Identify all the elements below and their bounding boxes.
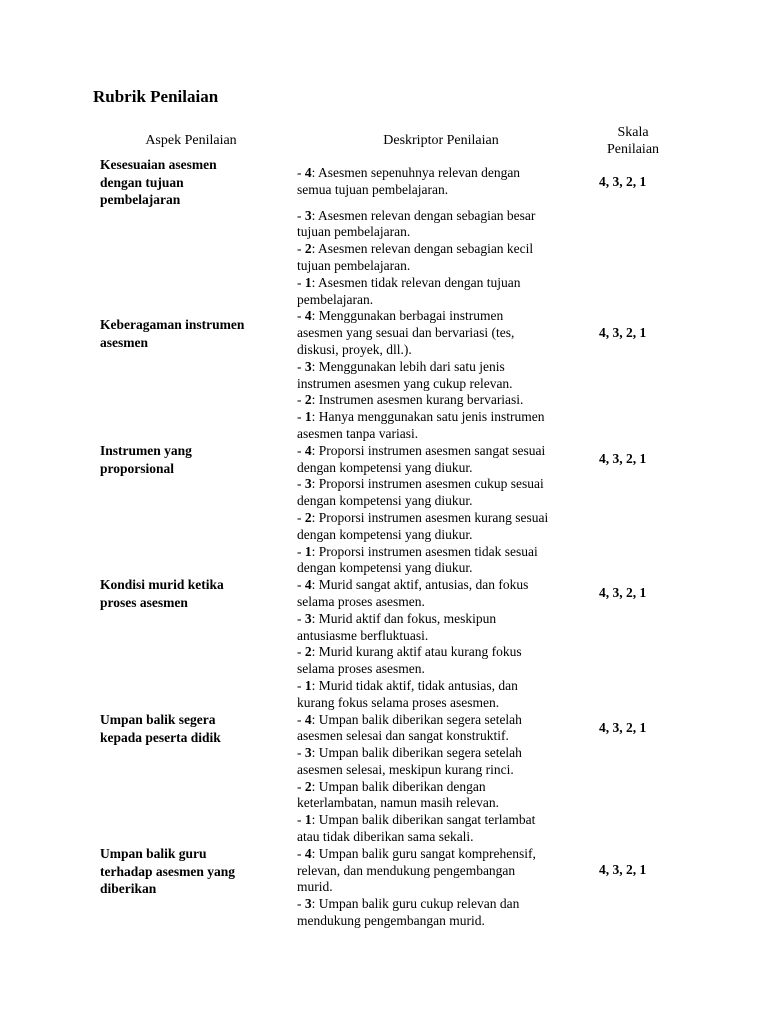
aspect-line: proporsional <box>100 460 175 476</box>
aspect-line: Umpan balik segera <box>100 712 216 727</box>
descriptor-text: diskusi, proyek, dll.). <box>297 341 412 357</box>
descriptor-dash: - <box>297 644 305 660</box>
descriptor-line <box>297 812 589 829</box>
descriptor-line <box>297 896 589 913</box>
header-skala-line1: Skala <box>617 125 649 140</box>
descriptor-line <box>297 359 589 376</box>
descriptor-text: : Proporsi instrumen asesmen tidak sesuai <box>311 543 538 559</box>
descriptor-score: 4 <box>304 308 312 324</box>
descriptor-dash: - <box>297 677 305 693</box>
descriptor-item <box>297 165 589 199</box>
descriptor-text: dengan kompetensi yang diukur. <box>297 560 473 576</box>
descriptor-score: 2 <box>304 509 312 525</box>
aspect-cell <box>100 156 285 209</box>
descriptor-item <box>297 577 589 611</box>
aspect-cell <box>100 576 285 611</box>
descriptor-line <box>297 392 589 409</box>
descriptor-dash: - <box>297 392 305 408</box>
scale-value: 4, 3, 2, 1 <box>599 325 647 340</box>
descriptor-dash: - <box>297 509 305 525</box>
descriptor-line <box>297 745 589 762</box>
descriptor-dash: - <box>297 409 305 425</box>
descriptor-item <box>297 846 589 896</box>
descriptor-item <box>297 510 589 544</box>
descriptor-text: asesmen selesai dan sangat konstruktif. <box>297 728 509 744</box>
descriptor-text: asesmen selesai, meskipun kurang rinci. <box>297 761 514 777</box>
descriptor-dash: - <box>297 241 305 257</box>
descriptor-score: 2 <box>304 778 312 794</box>
descriptor-item <box>297 896 589 930</box>
descriptor-line <box>297 795 589 812</box>
descriptor-dash: - <box>297 845 305 861</box>
descriptor-item <box>297 308 589 358</box>
aspect-line: Umpan balik guru <box>100 846 207 861</box>
aspect-line: Keberagaman instrumen <box>100 317 245 332</box>
descriptor-line <box>297 493 589 510</box>
descriptor-score: 3 <box>304 358 312 374</box>
descriptor-text: : Menggunakan lebih dari satu jenis <box>311 358 505 374</box>
descriptor-line <box>297 913 589 930</box>
aspect-cell <box>100 316 285 351</box>
descriptor-line <box>297 258 589 275</box>
descriptor-line <box>297 165 589 182</box>
descriptor-text: kurang fokus selama proses asesmen. <box>297 694 500 710</box>
descriptor-line <box>297 544 589 561</box>
descriptor-line <box>297 292 589 309</box>
descriptor-line <box>297 678 589 695</box>
descriptor-score: 4 <box>304 711 312 727</box>
descriptor-item <box>297 476 589 510</box>
descriptor-line <box>297 577 589 594</box>
aspect-line: terhadap asesmen yang <box>100 863 236 879</box>
descriptor-text: relevan, dan mendukung pengembangan <box>297 862 516 878</box>
aspect-cell <box>100 845 285 898</box>
descriptor-text: semua tujuan pembelajaran. <box>297 181 449 197</box>
descriptor-text: dengan kompetensi yang diukur. <box>297 493 473 509</box>
descriptor-line <box>297 476 589 493</box>
descriptor-item <box>297 208 589 242</box>
descriptor-score: 1 <box>304 274 312 290</box>
descriptor-text: dengan kompetensi yang diukur. <box>297 526 473 542</box>
descriptor-item <box>297 359 589 393</box>
descriptor-dash: - <box>297 577 305 593</box>
descriptor-text: : Umpan balik guru sangat komprehensif, <box>311 845 536 861</box>
descriptor-item <box>297 275 589 309</box>
descriptor-text: : Murid tidak aktif, tidak antusias, dan <box>311 677 518 693</box>
descriptor-text: : Hanya menggunakan satu jenis instrumen <box>311 409 545 425</box>
descriptor-text: selama proses asesmen. <box>297 593 425 609</box>
descriptor-text: : Murid aktif dan fokus, meskipun <box>311 610 497 626</box>
header-skala <box>592 124 674 158</box>
descriptor-text: : Umpan balik diberikan segera setelah <box>311 745 522 761</box>
descriptor-line <box>297 241 589 258</box>
descriptor-text: : Menggunakan berbagai instrumen <box>311 308 504 324</box>
descriptor-line <box>297 325 589 342</box>
descriptor-item <box>297 745 589 779</box>
descriptor-score: 2 <box>304 392 312 408</box>
descriptor-dash: - <box>297 358 305 374</box>
descriptor-score: 1 <box>304 543 312 559</box>
descriptor-item <box>297 644 589 678</box>
descriptor-text: dengan kompetensi yang diukur. <box>297 459 473 475</box>
aspect-cell <box>100 442 285 477</box>
descriptor-score: 1 <box>304 409 312 425</box>
descriptor-line <box>297 208 589 225</box>
descriptor-item <box>297 409 589 443</box>
descriptor-dash: - <box>297 745 305 761</box>
descriptor-item <box>297 812 589 846</box>
descriptor-text: tujuan pembelajaran. <box>297 224 411 240</box>
descriptor-text: pembelajaran. <box>297 291 374 307</box>
aspect-line: Kondisi murid ketika <box>100 577 224 592</box>
descriptor-line <box>297 829 589 846</box>
descriptor-line <box>297 560 589 577</box>
descriptor-line <box>297 611 589 628</box>
descriptor-item <box>297 779 589 813</box>
descriptor-text: : Asesmen relevan dengan sebagian kecil <box>311 241 534 257</box>
descriptor-text: tujuan pembelajaran. <box>297 257 411 273</box>
descriptor-text: : Umpan balik diberikan segera setelah <box>311 711 522 727</box>
header-deskriptor: Deskriptor Penilaian <box>383 133 499 148</box>
descriptor-line <box>297 846 589 863</box>
aspect-line: proses asesmen <box>100 594 188 610</box>
scale-value: 4, 3, 2, 1 <box>599 720 647 735</box>
descriptor-dash: - <box>297 812 305 828</box>
descriptor-score: 1 <box>304 677 312 693</box>
descriptor-line <box>297 426 589 443</box>
descriptor-score: 4 <box>304 845 312 861</box>
aspect-line: diberikan <box>100 881 157 896</box>
descriptor-score: 4 <box>304 165 312 180</box>
descriptor-score: 2 <box>304 644 312 660</box>
descriptor-dash: - <box>297 442 305 458</box>
scale-value: 4, 3, 2, 1 <box>599 174 647 189</box>
descriptor-line <box>297 443 589 460</box>
descriptor-line <box>297 409 589 426</box>
descriptor-text: mendukung pengembangan murid. <box>297 913 485 929</box>
descriptor-item <box>297 712 589 746</box>
descriptor-text: : Murid sangat aktif, antusias, dan fokus <box>311 577 529 593</box>
descriptor-item <box>297 443 589 477</box>
descriptor-column <box>297 165 589 930</box>
descriptor-line <box>297 695 589 712</box>
descriptor-line <box>297 863 589 880</box>
aspect-line: dengan tujuan <box>100 174 184 190</box>
descriptor-dash: - <box>297 476 305 492</box>
descriptor-text: keterlambatan, namun masih relevan. <box>297 795 500 811</box>
header-skala-line2: Penilaian <box>606 142 660 157</box>
descriptor-dash: - <box>297 274 305 290</box>
descriptor-line <box>297 712 589 729</box>
descriptor-line <box>297 728 589 745</box>
descriptor-score: 1 <box>304 812 312 828</box>
descriptor-line <box>297 342 589 359</box>
descriptor-line <box>297 308 589 325</box>
descriptor-dash: - <box>297 896 305 912</box>
aspect-line: Instrumen yang <box>100 443 192 458</box>
descriptor-line <box>297 594 589 611</box>
descriptor-score: 4 <box>304 577 312 593</box>
aspect-line: Kesesuaian asesmen <box>100 157 217 172</box>
descriptor-line <box>297 510 589 527</box>
scale-value: 4, 3, 2, 1 <box>599 862 647 877</box>
descriptor-item <box>297 678 589 712</box>
descriptor-dash: - <box>297 778 305 794</box>
scale-value: 4, 3, 2, 1 <box>599 585 647 600</box>
header-aspek: Aspek Penilaian <box>145 133 237 148</box>
descriptor-item <box>297 241 589 275</box>
page-title: Rubrik Penilaian <box>93 87 219 106</box>
descriptor-text: murid. <box>297 879 333 895</box>
descriptor-dash: - <box>297 207 305 223</box>
descriptor-line <box>297 224 589 241</box>
descriptor-dash: - <box>297 610 305 626</box>
descriptor-text: : Asesmen relevan dengan sebagian besar <box>311 207 536 223</box>
descriptor-score: 3 <box>304 207 312 223</box>
descriptor-line <box>297 628 589 645</box>
descriptor-text: selama proses asesmen. <box>297 661 425 677</box>
descriptor-text: atau tidak diberikan sama sekali. <box>297 829 474 845</box>
descriptor-line <box>297 879 589 896</box>
descriptor-score: 3 <box>304 896 312 912</box>
descriptor-dash: - <box>297 308 305 324</box>
descriptor-line <box>297 376 589 393</box>
descriptor-line <box>297 779 589 796</box>
descriptor-line <box>297 644 589 661</box>
descriptor-text: : Instrumen asesmen kurang bervariasi. <box>311 392 524 408</box>
descriptor-dash: - <box>297 711 305 727</box>
descriptor-score: 3 <box>304 610 312 626</box>
descriptor-text: asesmen tanpa variasi. <box>297 425 419 441</box>
scale-value: 4, 3, 2, 1 <box>599 451 647 466</box>
descriptor-text: : Asesmen tidak relevan dengan tujuan <box>311 274 521 290</box>
descriptor-line <box>297 527 589 544</box>
descriptor-dash: - <box>297 543 305 559</box>
descriptor-score: 2 <box>304 241 312 257</box>
descriptor-line <box>297 182 589 199</box>
aspect-line: asesmen <box>100 334 148 350</box>
descriptor-text: instrumen asesmen yang cukup relevan. <box>297 375 513 391</box>
descriptor-line <box>297 275 589 292</box>
descriptor-text: : Proporsi instrumen asesmen cukup sesuai <box>311 476 544 492</box>
descriptor-text: : Proporsi instrumen asesmen kurang sesuai <box>311 509 549 525</box>
descriptor-text: : Proporsi instrumen asesmen sangat sesuai <box>311 442 546 458</box>
descriptor-line <box>297 762 589 779</box>
aspect-line: pembelajaran <box>100 192 181 207</box>
descriptor-item <box>297 392 589 409</box>
descriptor-dash: - <box>297 165 305 180</box>
descriptor-line <box>297 460 589 477</box>
descriptor-text: antusiasme berfluktuasi. <box>297 627 429 643</box>
descriptor-score: 3 <box>304 476 312 492</box>
descriptor-text: : Asesmen sepenuhnya relevan dengan <box>311 165 521 180</box>
descriptor-text: : Murid kurang aktif atau kurang fokus <box>311 644 522 660</box>
descriptor-item <box>297 611 589 645</box>
descriptor-text: : Umpan balik guru cukup relevan dan <box>311 896 520 912</box>
aspect-cell <box>100 711 285 746</box>
descriptor-text: : Umpan balik diberikan sangat terlambat <box>311 812 536 828</box>
aspect-line: kepada peserta didik <box>100 729 221 745</box>
descriptor-line <box>297 661 589 678</box>
descriptor-score: 4 <box>304 442 312 458</box>
descriptor-score: 3 <box>304 745 312 761</box>
descriptor-text: asesmen yang sesuai dan bervariasi (tes, <box>297 325 515 341</box>
descriptor-item <box>297 544 589 578</box>
descriptor-text: : Umpan balik diberikan dengan <box>311 778 486 794</box>
